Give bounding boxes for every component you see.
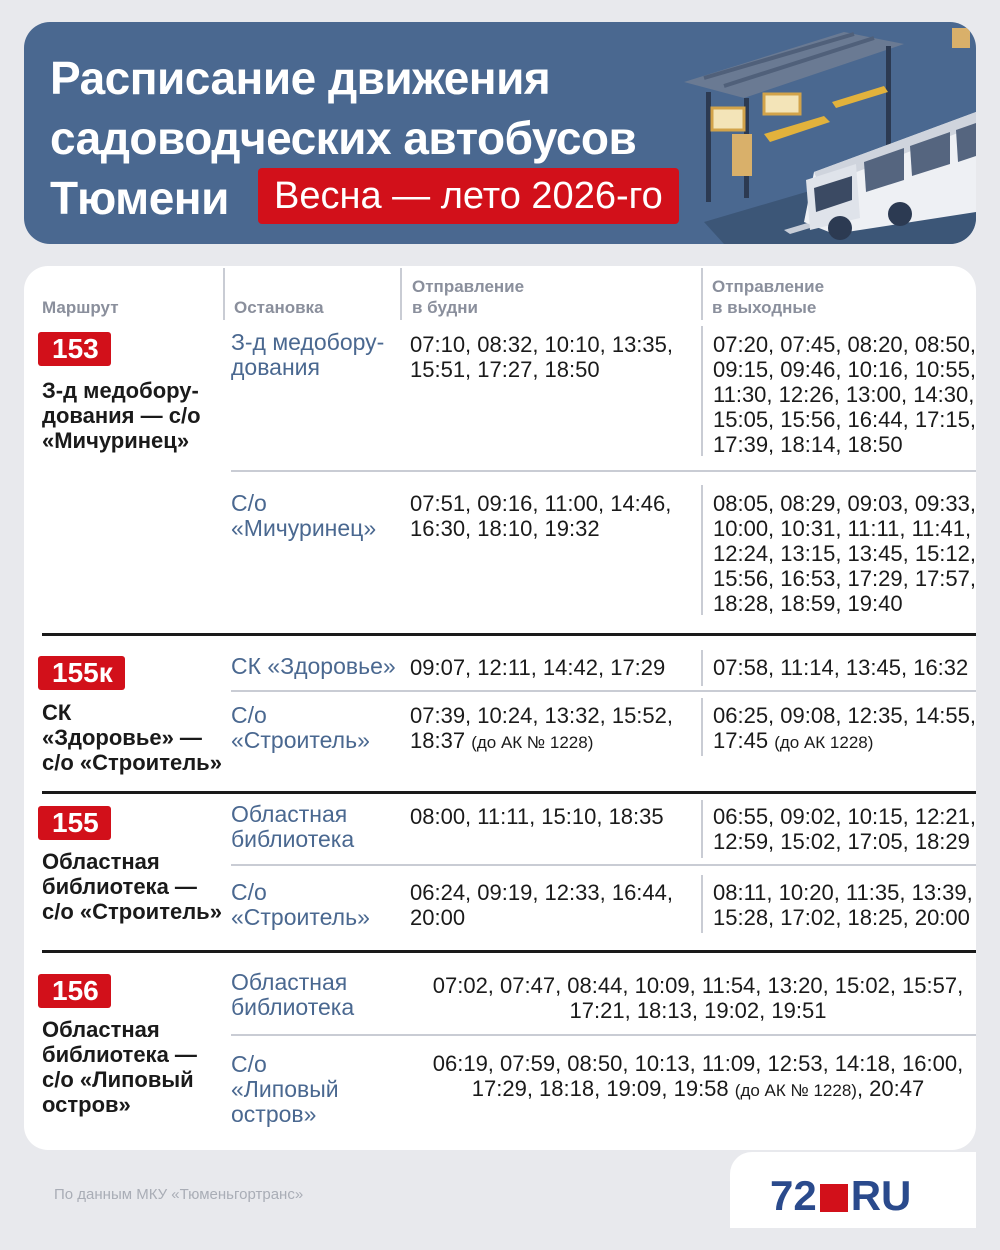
divider [701,326,703,456]
route-name: Областная библиотека — с/о «Строитель» [42,849,222,924]
column-header-route: Маршрут [42,298,119,317]
divider [231,864,976,866]
page-title: Расписание движения садоводческих автобусов Тюмени [50,52,637,224]
route-name: З-д медобору- дования — с/о «Мичуринец» [42,378,201,453]
divider [701,875,703,933]
weekend-times: 06:55, 09:02, 10:15, 12:21, 12:59, 15:02, 17:05, 18:29 [713,804,977,854]
column-header-stop: Остановка [234,298,324,317]
stop-name: С/о «Строитель» [231,702,370,753]
divider [231,470,976,472]
source-note: По данным МКУ «Тюменьгортранс» [54,1186,304,1203]
header-banner [24,22,976,244]
weekend-times: 07:20, 07:45, 08:20, 08:50, 09:15, 09:46, 10:16, 10:55, 11:30, 12:26, 13:00, 14:30, 15:05, 15:56, 16:44, 17:15, 17:39, 18:14, 18:50 [713,332,977,457]
stop-name: С/о «Липовый остров» [231,1051,339,1127]
divider [701,268,703,320]
stop-name: С/о «Строитель» [231,879,370,930]
weekend-times: 07:58, 11:14, 13:45, 16:32 [713,655,969,680]
divider [701,800,703,858]
route-divider [42,950,976,953]
stop-name: СК «Здоровье» [231,653,396,679]
weekend-times: 08:11, 10:20, 11:35, 13:39, 15:28, 17:02, 18:25, 20:00 [713,880,973,930]
weekday-times: 08:00, 11:11, 15:10, 18:35 [410,804,664,829]
weekday-times: 07:10, 08:32, 10:10, 13:35, 15:51, 17:27, 18:50 [410,332,674,382]
weekend-times: 06:25, 09:08, 12:35, 14:55, 17:45 (до АК 1228) [713,703,977,753]
stop-name: С/о «Мичуринец» [231,490,377,541]
weekday-times: 09:07, 12:11, 14:42, 17:29 [410,655,666,680]
route-divider [42,791,976,794]
divider [701,485,703,615]
route-name: СК «Здоровье» — с/о «Строитель» [42,700,222,775]
weekday-times: 07:51, 09:16, 11:00, 14:46, 16:30, 18:10, 19:32 [410,491,672,541]
route-number-badge: 155к [38,656,125,690]
all-days-times: 06:19, 07:59, 08:50, 10:13, 11:09, 12:53, 14:18, 16:00, 17:29, 18:18, 19:09, 19:58 (до АК № 1228), 20:47 [432,1051,964,1101]
logo-square-icon [820,1184,848,1212]
column-header-weekday: Отправление в будни [412,277,525,317]
note: (до АК № 1228) [471,733,594,752]
weekday-times: 07:39, 10:24, 13:32, 15:52, 18:37 (до АК № 1228) [410,703,674,753]
route-name: Областная библиотека — с/о «Липовый остров» [42,1017,197,1117]
divider [701,698,703,756]
stop-name: Областная библиотека [231,801,355,852]
stop-name: З-д медобору- дования [231,329,385,380]
stop-name: Областная библиотека [231,969,355,1020]
weekday-times: 06:24, 09:19, 12:33, 16:44, 20:00 [410,880,674,930]
all-days-times: 07:02, 07:47, 08:44, 10:09, 11:54, 13:20, 15:02, 15:57, 17:21, 18:13, 19:02, 19:51 [432,973,964,1023]
divider [223,268,225,320]
route-number-badge: 153 [38,332,111,366]
note: (до АК 1228) [774,733,874,752]
weekend-times: 08:05, 08:29, 09:03, 09:33, 10:00, 10:31, 11:11, 11:41, 12:24, 13:15, 13:45, 15:12, 15:56, 16:53, 17:29, 17:57, 18:28, 18:59, 19:40 [713,491,977,616]
season-badge: Весна — лето 2026-го [258,168,679,224]
bus-stop-illustration [664,22,976,244]
route-number-badge: 155 [38,806,111,840]
divider [400,268,402,320]
column-header-weekend: Отправление в выходные [712,277,825,317]
schedule-table [24,266,976,1150]
route-number-badge: 156 [38,974,111,1008]
divider [231,1034,976,1036]
site-logo[interactable]: 72 RU [770,1172,912,1219]
route-divider [42,633,976,636]
note: (до АК № 1228) [734,1081,857,1100]
divider [701,650,703,686]
divider [231,690,976,692]
